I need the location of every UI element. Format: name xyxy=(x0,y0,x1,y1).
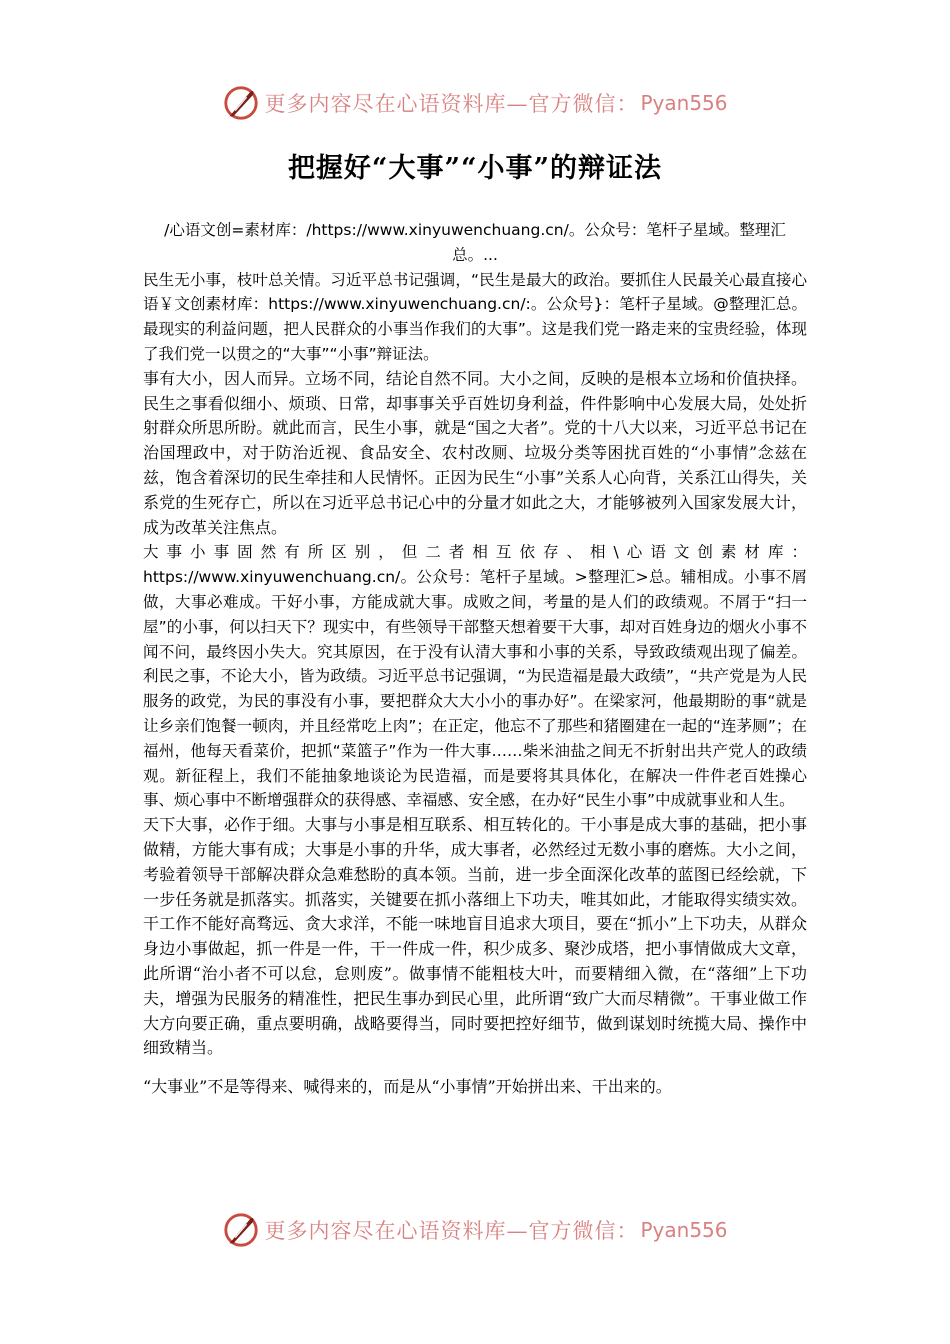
wechat-handle: Pyan556 xyxy=(640,91,728,115)
page-title: 把握好“大事”“小事”的辩证法 xyxy=(287,153,663,184)
wechat-handle: Pyan556 xyxy=(640,1218,728,1242)
paragraph-2: 事有大小，因人而异。立场不同，结论自然不同。大小之间，反映的是根本立场和价值抉择。民生之事看似细小、烦琐、日常，却事事关乎百姓切身利益，件件影响中心发展大局，处处折射群众所思所盼。就此而言，民生小事，就是“国之大者”。党的十八大以来，习近平总书记在治国理政中，对于防治近视、食品安全、农村改厕、垃圾分类等困扰百姓的“小事情”念兹在兹，饱含着深切的民生牵挂和人民情怀。正因为民生“小事”关系人心向背，关系江山得失，关系党的生死存亡，所以在习近平总书记心中的分量才如此之大，才能够被列入国家发展大计，成为改革关注焦点。 xyxy=(143,368,807,537)
banner-text: 更多内容尽在心语资料库—官方微信： xyxy=(264,1219,639,1243)
banner-text: 更多内容尽在心语资料库—官方微信： xyxy=(264,92,639,116)
paragraph-1: 民生无小事，枝叶总关情。习近平总书记强调，“民生是最大的政治。要抓住人民最关心最直接心语￥文创素材库：https://www.xinyuwenchuang.cn/:。公众号}：笔杆子星域。@整理汇总。最现实的利益问题，把人民群众的小事当作我们的大事”。这是我们党一路走来的宝贵经验，体现了我们党一以贯之的“大事”“小事”辩证法。 xyxy=(143,270,807,363)
header-banner xyxy=(0,83,950,123)
paragraph-4: 天下大事，必作于细。大事与小事是相互联系、相互转化的。干小事是成大事的基础，把小事做精，方能大事有成；大事是小事的升华，成大事者，必然经过无数小事的磨炼。大小之间，考验着领导干部解决群众急难愁盼的真本领。当前，进一步全面深化改革的蓝图已经绘就，下一步任务就是抓落实。抓落实，关键要在抓小落细上下功夫，唯其如此，才能取得实绩实效。干工作不能好高骛远、贪大求洋，不能一味地盲目追求大项目，要在“抓小”上下功夫，从群众身边小事做起，抓一件是一件，干一件成一件，积少成多、聚沙成塔，把小事情做成大文章，此所谓“治小者不可以怠，怠则废”。做事情不能粗枝大叶，而要精细入微，在“落细”上下功夫，增强为民服务的精准性，把民生事办到民心里，此所谓“致广大而尽精微”。干事业做工作大方向要正确，重点要明确，战略要得当，同时要把控好细节，做到谋划时统揽大局、操作中细致精当。 xyxy=(143,815,807,1058)
paragraph-3: 大事小事固然有所区别，但二者相互依存、相\心语文创素材库：https://www.xinyuwenchuang.cn/。公众号：笔杆子星域。>整理汇>总。辅相成。小事不屑做，大事必难成。干好小事，方能成就大事。成败之间，考量的是人们的政绩观。不屑于“扫一屋”的小事，何以扫天下？现实中，有些领导干部整天想着要干大事，却对百姓身边的烟火小事不闻不问，最终因小失大。究其原因，在于没有认清大事和小事的关系，导致政绩观出现了偏差。利民之事，不论大小，皆为政绩。习近平总书记强调，“为民造福是最大政绩”，“共产党是为人民服务的政党，为民的事没有小事，要把群众大大小小的事办好”。在梁家河，他最期盼的事“就是让乡亲们饱餐一顿肉，并且经常吃上肉”；在正定，他忘不了那些和猪圈建在一起的“连茅厕”；在福州，他每天看菜价，把抓“菜篮子”作为一件大事……柴米油盐之间无不折射出共产党人的政绩观。新征程上，我们不能抽象地谈论为民造福，而是要将其具体化，在解决一件件老百姓操心事、烦心事中不断增强群众的获得感、幸福感、安全感，在办好“民生小事”中成就事业和人生。 xyxy=(143,543,807,810)
spacer xyxy=(143,1061,807,1075)
paragraph-5: “大事业”不是等得来、喊得来的，而是从“小事情”开始拼出来、干出来的。 xyxy=(143,1077,672,1097)
footer-banner xyxy=(0,1210,950,1250)
article-body xyxy=(143,218,807,1100)
source-line: /心语文创=素材库：/https://www.xinyuwenchuang.cn/。公众号：笔杆子星域。整理汇总。... xyxy=(164,221,786,264)
quill-pen-circle-icon xyxy=(222,84,260,122)
quill-pen-circle-icon xyxy=(222,1211,260,1249)
